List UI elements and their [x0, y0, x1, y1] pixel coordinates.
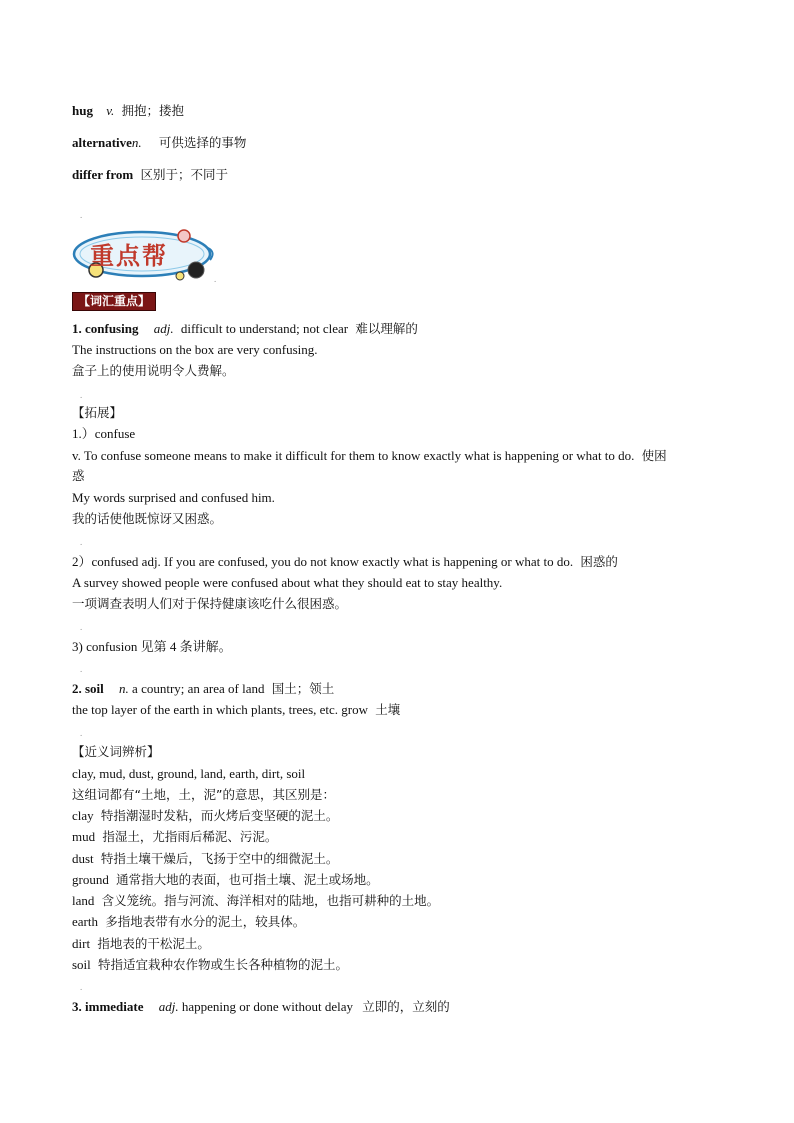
example-translation: 盒子上的使用说明令人费解。	[72, 363, 235, 378]
extension-confusion: 3) confusion 见第 4 条讲解。	[72, 639, 232, 654]
synonym-words: clay, mud, dust, ground, land, earth, dirt, soil	[72, 766, 306, 781]
synonym-item-land: land 含义笼统。指与河流、海洋相对的陆地，也指可耕种的土地。	[72, 893, 440, 908]
entry-soil-def2: the top layer of the earth in which plants, trees, etc. grow 土壤	[72, 702, 401, 717]
extension-confused-def: 2）confused adj. If you are confused, you do not know exactly what is happening or what to do. 困惑的	[72, 554, 618, 569]
vocab-alternative: alternativen. 可供选择的事物	[72, 135, 247, 150]
vocab-differ-from: differ from 区别于；不同于	[72, 167, 229, 182]
example-sentence: My words surprised and confused him.	[72, 490, 275, 505]
entry-confusing-heading: 1. confusing adj. difficult to understand; not clear 难以理解的	[72, 321, 418, 336]
badge-text: 重点帮	[90, 242, 168, 270]
vocab-hug: hug v. 拥抱；搂抱	[72, 103, 185, 118]
section-tag: 【词汇重点】	[72, 292, 156, 311]
synonym-intro: 这组词都有“土地，土，泥”的意思，其区别是：	[72, 787, 335, 802]
example-translation: 我的话使他既惊讶又困惑。	[72, 511, 223, 526]
extension-confuse-def-cont: 惑	[72, 468, 85, 483]
extension-confuse-def: v. To confuse someone means to make it difficult for them to know exactly what is happening or what to do. 使困	[72, 448, 667, 463]
entry-soil-heading: 2. soil n. a country; an area of land 国土；领土	[72, 681, 335, 696]
synonym-item-ground: ground 通常指大地的表面，也可指土壤、泥土或场地。	[72, 872, 379, 887]
synonym-item-soil: soil 特指适宜栽种农作物或生长各种植物的泥土。	[72, 957, 349, 972]
key-points-badge	[72, 228, 222, 284]
extension-item-confuse: 1.）confuse	[72, 426, 136, 441]
synonym-item-dust: dust 特指土壤干燥后，飞扬于空中的细微泥土。	[72, 851, 339, 866]
synonym-item-mud: mud 指湿土，尤指雨后稀泥、污泥。	[72, 829, 278, 844]
example-translation: 一项调查表明人们对于保持健康该吃什么很困惑。	[72, 596, 348, 611]
synonym-title: 【近义词辨析】	[72, 744, 160, 759]
synonym-item-dirt: dirt 指地表的干松泥土。	[72, 936, 210, 951]
extension-title: 【拓展】	[72, 405, 123, 420]
example-sentence: A survey showed people were confused about what they should eat to stay healthy.	[72, 575, 503, 590]
example-sentence: The instructions on the box are very confusing.	[72, 342, 318, 357]
synonym-item-earth: earth 多指地表带有水分的泥土，较具体。	[72, 914, 306, 929]
synonym-item-clay: clay 特指潮湿时发粘，而火烤后变坚硬的泥土。	[72, 808, 339, 823]
entry-immediate-heading: 3. immediate adj. happening or done without delay 立即的，立刻的	[72, 999, 450, 1014]
